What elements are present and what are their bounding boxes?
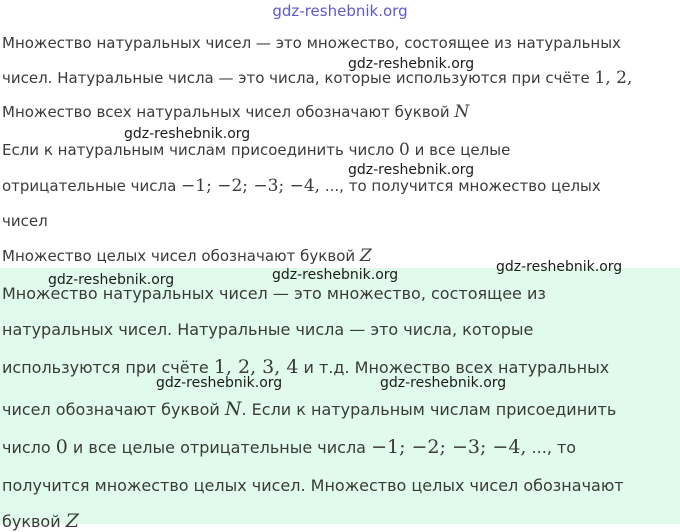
text: ..., то получится множество целых: [320, 177, 601, 195]
upper-line-4: [2, 140, 510, 160]
math-count: 1, 2,: [594, 68, 633, 88]
watermark[interactable]: gdz-reshebnik.org: [348, 56, 475, 72]
upper-line-7: [2, 246, 372, 266]
math-zero: 0: [55, 436, 68, 458]
text: и все целые отрицательные числа: [67, 438, 372, 457]
text: используются при счёте: [2, 358, 214, 377]
upper-line-1: Множество натуральных чисел — это множество, состоящее из натуральных: [2, 34, 621, 52]
math-zero: 0: [399, 140, 410, 160]
math-negatives: −1; −2; −3; −4,: [181, 176, 321, 196]
text: число: [2, 438, 56, 457]
math-Z: Z: [359, 246, 372, 266]
math-count: 1, 2, 3, 4: [213, 356, 299, 378]
math-Z: Z: [65, 510, 79, 532]
upper-line-3: [2, 102, 469, 122]
watermark[interactable]: gdz-reshebnik.org: [272, 267, 399, 283]
watermark[interactable]: gdz-reshebnik.org: [348, 162, 475, 178]
text: чисел. Натуральные числа — это числа, которые используются при счёте: [2, 69, 595, 87]
text: чисел обозначают буквой: [2, 400, 225, 419]
answer-line-3: [2, 356, 609, 378]
text: Если к натуральным числам присоединить число: [2, 141, 400, 159]
watermark[interactable]: gdz-reshebnik.org: [156, 375, 283, 391]
text: и т.д. Множество всех натуральных: [298, 358, 610, 377]
text: . Если к натуральным числам присоединить: [241, 400, 617, 419]
watermark[interactable]: gdz-reshebnik.org: [496, 259, 623, 275]
answer-block: [0, 268, 680, 532]
upper-line-5: [2, 176, 601, 196]
watermark-top[interactable]: gdz-reshebnik.org: [272, 2, 408, 20]
watermark[interactable]: gdz-reshebnik.org: [124, 126, 251, 142]
watermark[interactable]: gdz-reshebnik.org: [380, 375, 507, 391]
text: и все целые: [409, 141, 511, 159]
answer-line-5: [2, 436, 576, 458]
answer-line-1: Множество натуральных чисел — это множество, состоящее из: [2, 284, 546, 303]
math-N: N: [224, 398, 242, 420]
watermark[interactable]: gdz-reshebnik.org: [48, 272, 175, 288]
answer-line-4: [2, 398, 616, 420]
text: буквой: [2, 512, 66, 531]
text: Множество всех натуральных чисел обозначают буквой: [2, 103, 455, 121]
answer-line-6: получится множество целых чисел. Множество целых чисел обозначают: [2, 476, 624, 495]
upper-line-2: [2, 68, 632, 88]
text: ..., то: [526, 438, 577, 457]
answer-line-2: натуральных чисел. Натуральные числа — это числа, которые: [2, 320, 534, 339]
math-negatives: −1; −2; −3; −4,: [371, 436, 527, 458]
text: Множество целых чисел обозначают буквой: [2, 247, 360, 265]
math-N: N: [454, 102, 470, 122]
text: отрицательные числа: [2, 177, 182, 195]
upper-line-6: чисел: [2, 212, 48, 230]
answer-line-7: [2, 510, 79, 532]
